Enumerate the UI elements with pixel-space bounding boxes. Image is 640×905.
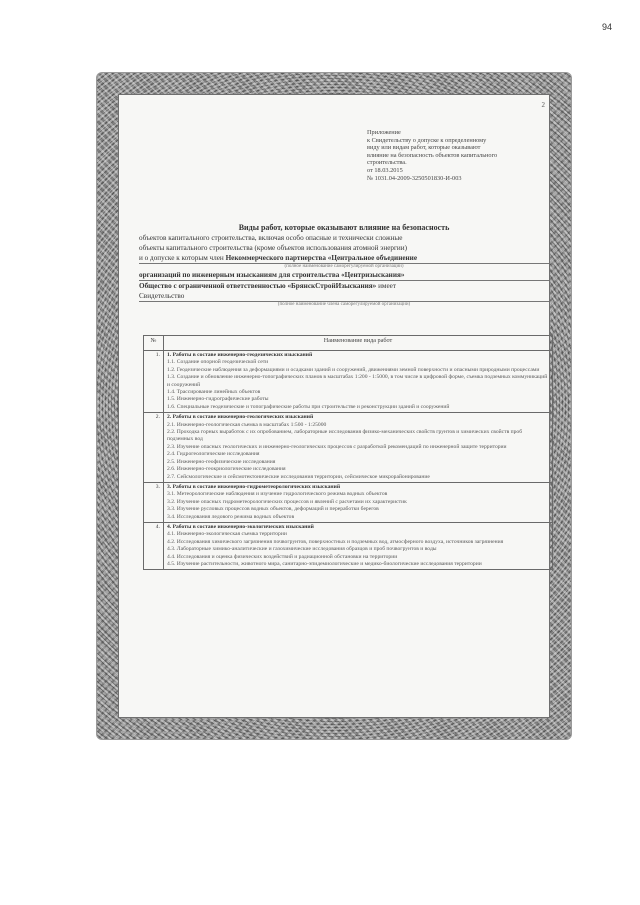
work-cell bbox=[164, 413, 553, 483]
work-item: 1.4. Трассирование линейных объектов bbox=[167, 389, 261, 396]
member-name: Общество с ограниченной ответственностью «БрянскСтройИзыскания» bbox=[139, 282, 377, 290]
table-row bbox=[144, 413, 553, 483]
row-number: 4. bbox=[144, 522, 164, 569]
document-title-block bbox=[139, 223, 549, 308]
section-title: 1. Работы в составе инженерно-геодезических изысканий bbox=[167, 352, 313, 358]
work-item: 3.3. Изучение русловых процессов водных объектов, деформаций и переработки берегов bbox=[167, 506, 379, 513]
work-item: 1.1. Создание опорной геодезической сети bbox=[167, 359, 269, 366]
document-title: Виды работ, которые оказывают влияние на безопасность bbox=[238, 223, 450, 232]
section-title: 4. Работы в составе инженерно-экологических изысканий bbox=[167, 523, 314, 530]
work-cell bbox=[164, 351, 553, 413]
title-line: объектов капитального строительства, включая особо опасные и технически сложные bbox=[139, 234, 403, 242]
sro-caption: (полное наименование саморегулируемой организации) bbox=[284, 264, 404, 269]
work-item: 2.3. Изучение опасных геологических и инженерно-геологических процессов с разработкой рекомендаций по инженерной защите территории bbox=[167, 443, 507, 450]
title-line: объекты капитального строительства (кроме объектов использования атомной энергии) bbox=[139, 244, 408, 252]
work-item: 3.2. Изучение опасных гидрометеорологических процессов и явлений с расчетами их характеристик bbox=[167, 498, 407, 505]
sro-name-continued: организаций по инженерным изысканиям для строительства «Центризыскания» bbox=[139, 270, 549, 281]
appendix-line: № 1031.04-2009-3250501830-И-003 bbox=[367, 174, 462, 182]
appendix-line: строительства. bbox=[367, 159, 407, 167]
table-row bbox=[144, 351, 553, 413]
header-work-name: Наименование вида работ bbox=[164, 336, 553, 351]
section-title: 2. Работы в составе инженерно-геологических изысканий bbox=[167, 414, 314, 421]
title-line bbox=[139, 281, 549, 291]
page-number: 94 bbox=[601, 22, 612, 32]
work-cell bbox=[164, 482, 553, 522]
work-item: 4.2. Исследования химического загрязнения почвогрунтов, поверхностных и подземных вод, атмосферного воздуха, источников загрязнения bbox=[167, 538, 504, 545]
work-item: 2.2. Проходка горных выработок с их опробованием, лабораторные исследования физико-механических свойств грунтов и химических свойств проб подземных вод bbox=[167, 429, 523, 443]
work-item: 4.5. Изучение растительности, животного мира, санитарно-эпидемиологические и медико-биологические исследования территории bbox=[167, 560, 482, 567]
appendix-line: от 18.03.2015 bbox=[367, 166, 403, 174]
work-item: 2.6. Инженерно-геокриологические исследования bbox=[167, 466, 286, 473]
work-item: 3.1. Метеорологические наблюдения и изучение гидрологического режима водных объектов bbox=[167, 491, 388, 498]
work-item: 2.1. Инженерно-геологическая съемка в масштабах 1:500 - 1:25000 bbox=[167, 421, 327, 428]
work-item: 2.5. Инженерно-геофизические исследования bbox=[167, 458, 276, 465]
work-item: 4.3. Лабораторные химико-аналитические и газохимические исследования образцов и проб почвогрунтов и воды bbox=[167, 546, 437, 553]
work-item: 2.4. Гидрогеологические исследования bbox=[167, 451, 260, 458]
row-number: 1. bbox=[144, 351, 164, 413]
work-item: 1.6. Специальные геодезические и топографические работы при строительстве и реконструкции зданий и сооружений bbox=[167, 403, 450, 410]
certificate-scan-frame bbox=[96, 72, 572, 740]
appendix-line: влияние на безопасность объектов капитального bbox=[367, 151, 498, 159]
row-number: 3. bbox=[144, 482, 164, 522]
member-caption: (полное наименование члена саморегулируемой организации) bbox=[277, 302, 411, 307]
work-item: 3.4. Исследования ледового режима водных объектов bbox=[167, 513, 295, 520]
certificate-sheet bbox=[118, 94, 550, 718]
table-header-row bbox=[144, 336, 553, 351]
sheet-number: 2 bbox=[541, 101, 545, 109]
work-item: 1.2. Геодезические наблюдения за деформациями и осадками зданий и сооружений, движениями земной поверхности и опасными природными процессами bbox=[167, 366, 540, 373]
section-title: 3. Работы в составе инженерно-гидрометеорологических изысканий bbox=[167, 483, 341, 490]
work-item: 4.1. Инженерно-экологическая съемка территории bbox=[167, 531, 287, 538]
title-line bbox=[139, 253, 549, 264]
work-cell bbox=[164, 522, 553, 569]
sro-name: Некоммерческого партнерства «Центральное объединение bbox=[225, 254, 418, 262]
certificate-label: Свидетельство bbox=[139, 291, 549, 302]
appendix-note bbox=[367, 129, 547, 182]
header-number: № bbox=[144, 336, 164, 351]
row-number: 2. bbox=[144, 413, 164, 483]
appendix-line: к Свидетельству о допуске к определенному bbox=[367, 136, 487, 144]
member-suffix: имеет bbox=[378, 282, 396, 290]
works-table bbox=[143, 335, 553, 570]
work-item: 4.4. Исследования и оценка физических воздействий и радиационной обстановки на территории bbox=[167, 553, 398, 560]
work-item: 1.3. Создание и обновление инженерно-топографических планов в масштабах 1:200 - 1:5000, в том числе в цифровой форме, съемка подземных коммуникаций и сооружений bbox=[167, 374, 548, 388]
table-row bbox=[144, 482, 553, 522]
appendix-line: виду или видам работ, которые оказывают bbox=[367, 144, 481, 152]
work-item: 1.5. Инженерно-гидрографические работы bbox=[167, 396, 269, 403]
title-line-prefix: и о допуске к которым член bbox=[139, 254, 224, 262]
work-item: 2.7. Сейсмологические и сейсмотектонические исследования территории, сейсмическое микрорайонирование bbox=[167, 473, 430, 480]
table-row bbox=[144, 522, 553, 569]
appendix-line: Приложение bbox=[367, 129, 401, 136]
